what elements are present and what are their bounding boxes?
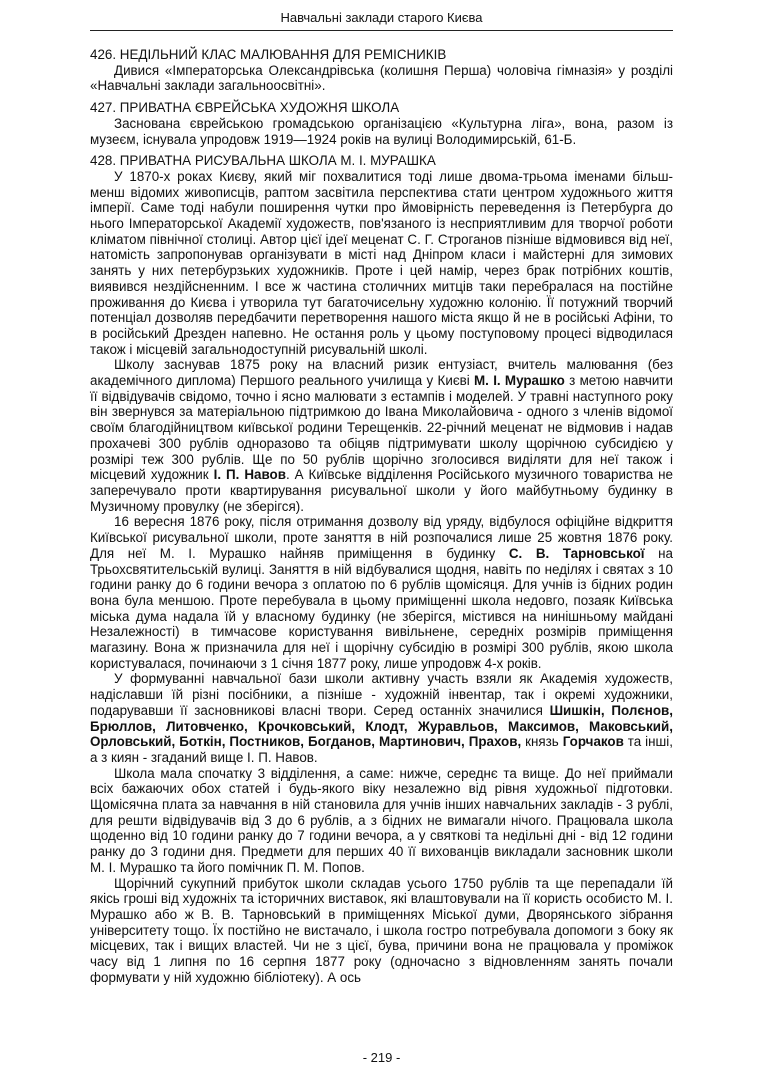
- section-426: [90, 47, 673, 94]
- person-name: І. П. Навов: [213, 467, 286, 483]
- text-run: з метою навчити її відвідувачів свідомо, точно і ясно малювати з естампів і моделей. У травні наступного року він звернувся за матеріальною підтримкою до Івана Миколайовича - одного з членів відомої своїм благодійництвом київської родини Терещенків. 22-річний меценат не відмовив і надав прохачеві 300 рублів одноразово та обіцяв підтримувати школу щорічною субсидією у розмірі теж 300 рублів. Ще по 50 рублів щорічно зголосився виділяти для неї також і місцевий художник: [90, 373, 673, 483]
- person-name: Горчаков: [562, 734, 624, 750]
- running-header: Навчальні заклади старого Києва: [280, 10, 483, 25]
- paragraph: Щорічний сукупний прибуток школи складав усього 1750 рублів та ще перепадали їй якісь гроші від художніх та історичних виставок, які влаштовували на її користь особисто М. І. Мурашко або ж В. В. Тарновський в приміщеннях Міської думи, Дворянського зібрання університету тощо. Їх постійно не вистачало, і школа гостро потребувала допомоги з боку як місцевих, так і вищих властей. Чи не з цієї, бува, причини вона не працювала у проміжок часу від 1 липня по 16 серпня 1877 року (одночасно з відновленням занять почали формувати у ній художню бібліотеку). А ось: [90, 875, 673, 985]
- page-number: - 219 -: [362, 1050, 401, 1065]
- paragraph: У 1870-х роках Києву, який міг похвалитися тоді лише двома-трьома іменами більш-менш відомих живописців, раптом засвітила перспектива стати центром художнього життя імперії. Саме тоді набули поширення чутки про ймовірність переведення із Петербурга до нього Імператорської Академії художеств, пов'язаного із несприятливим для творчої роботи кліматом північної столиці. Автор цієї ідеї меценат С. Г. Строганов пізніше відмовився від неї, натомість запропонував організувати в місті над Дніпром класи і майстерні для зимових занять у них петербурзьких художників. Проте і цей намір, через брак потрібних коштів, виявився нездійсненним. І все ж частина столичних митців таки перебралася на постійне проживання до Києва і утворила тут багаточисельну художню колонію. Її потужний творчий потенціал дозволяв передбачити перетворення нашого міста якщо й не в російські Афіни, то в російський Дрезден напевно. Не остання роль у цьому поступовому процесі відводилася також і місцевій загальнодоступній рисувальній школі.: [90, 168, 673, 357]
- paragraph: [90, 671, 673, 765]
- text-run: та інші, а з киян - згаданий вище І. П. Навов.: [90, 734, 673, 765]
- paragraph: [90, 357, 673, 514]
- header-rule: [90, 30, 673, 31]
- paragraph: [90, 514, 673, 671]
- paragraph: Дивися «Імператорська Олександрівська (колишня Перша) чоловіча гімназія» у розділі «Навчальні заклади загальноосвітні».: [90, 62, 673, 94]
- person-name: С. В. Тарновської: [508, 545, 645, 561]
- person-name: М. І. Мурашко: [474, 373, 565, 389]
- text-run: князь: [521, 734, 563, 750]
- text-run: Школу заснував 1875 року на власний ризик ентузіаст, вчитель малювання (без академічного диплома) Першого реального училища у Києві: [90, 357, 673, 389]
- text-run: на Трьохсвятительській вулиці. Заняття в ній відбувалися щодня, навіть по неділях і святах з 10 години ранку до 6 години вечора з оплатою по 6 рублів щомісяця. Для учнів із бідних родин вона була меншою. Проте перебувала в цьому приміщенні школа недовго, позаяк Київська міська дума надала їй у власному будинку (не зберігся, містився на нинішньому майдані Незалежності) в тимчасове користування вивільнене, середніх розмірів приміщення магазину. Вона ж призначила для неї і щорічну субсидію в розмірі 300 рублів, якою школа користувалася, починаючи з 1 січня 1877 року, лише упродовж 4-х років.: [90, 545, 673, 671]
- section-title: 427. ПРИВАТНА ЄВРЕЙСЬКА ХУДОЖНЯ ШКОЛА: [90, 100, 400, 116]
- artist-names: Шишкін, Полєнов, Брюллов, Литовченко, Крочковський, Клодт, Журавльов, Максимов, Маковський, Орловський, Боткін, Постников, Богданов, Мартинович, Прахов,: [90, 702, 673, 750]
- text-run: 16 вересня 1876 року, після отримання дозволу від уряду, відбулося офіційне відкриття Київської рисувальної школи, проте заняття в ній розпочалися лише 25 жовтня 1876 року. Для неї М. І. Мурашко найняв приміщення в будинку: [90, 514, 673, 561]
- text-run: У формуванні навчальної бази школи активну участь взяли як Академія художеств, надіславши їй різні посібники, а пізніше - художній інвентар, так і окремі художники, подарувавши її засновникові власні твори. Серед останніх значилися: [90, 671, 673, 718]
- paragraph: Заснована єврейською громадською організацією «Культурна ліга», вона, разом із музеєм, існувала упродовж 1919—1924 років на вулиці Володимирській, 61-Б.: [90, 115, 673, 147]
- paragraph: Школа мала спочатку 3 відділення, а саме: нижче, середнє та вище. До неї приймали всіх бажаючих обох статей і будь-якого віку незалежно від рівня художньої підготовки. Щомісячна плата за навчання в ній становила для учнів інших навчальних закладів - 3 рублі, для решти відвідувачів від 3 до 6 рублів, а з бідних не вимагали нічого. Працювала школа щоденно від 10 години ранку до 7 години вечора, а у святкові та недільні дні - від 12 години ранку до 3 години дня. Предмети для перших 40 її вихованців викладали засновник школи М. І. Мурашко та його помічник П. М. Попов.: [90, 765, 673, 875]
- page-content: [90, 47, 673, 991]
- section-427: [90, 100, 673, 147]
- section-title: 426. НЕДІЛЬНИЙ КЛАС МАЛЮВАННЯ ДЛЯ РЕМІСНИКІВ: [90, 47, 447, 62]
- text-run: . А Київське відділення Російського музичного товариства не заперечувало проти квартирування рисувальної школи у його майбутньому будинку в Музичному провулку (не зберігся).: [90, 467, 674, 514]
- section-428: [90, 153, 673, 985]
- section-title: 428. ПРИВАТНА РИСУВАЛЬНА ШКОЛА М. І. МУРАШКА: [90, 153, 436, 169]
